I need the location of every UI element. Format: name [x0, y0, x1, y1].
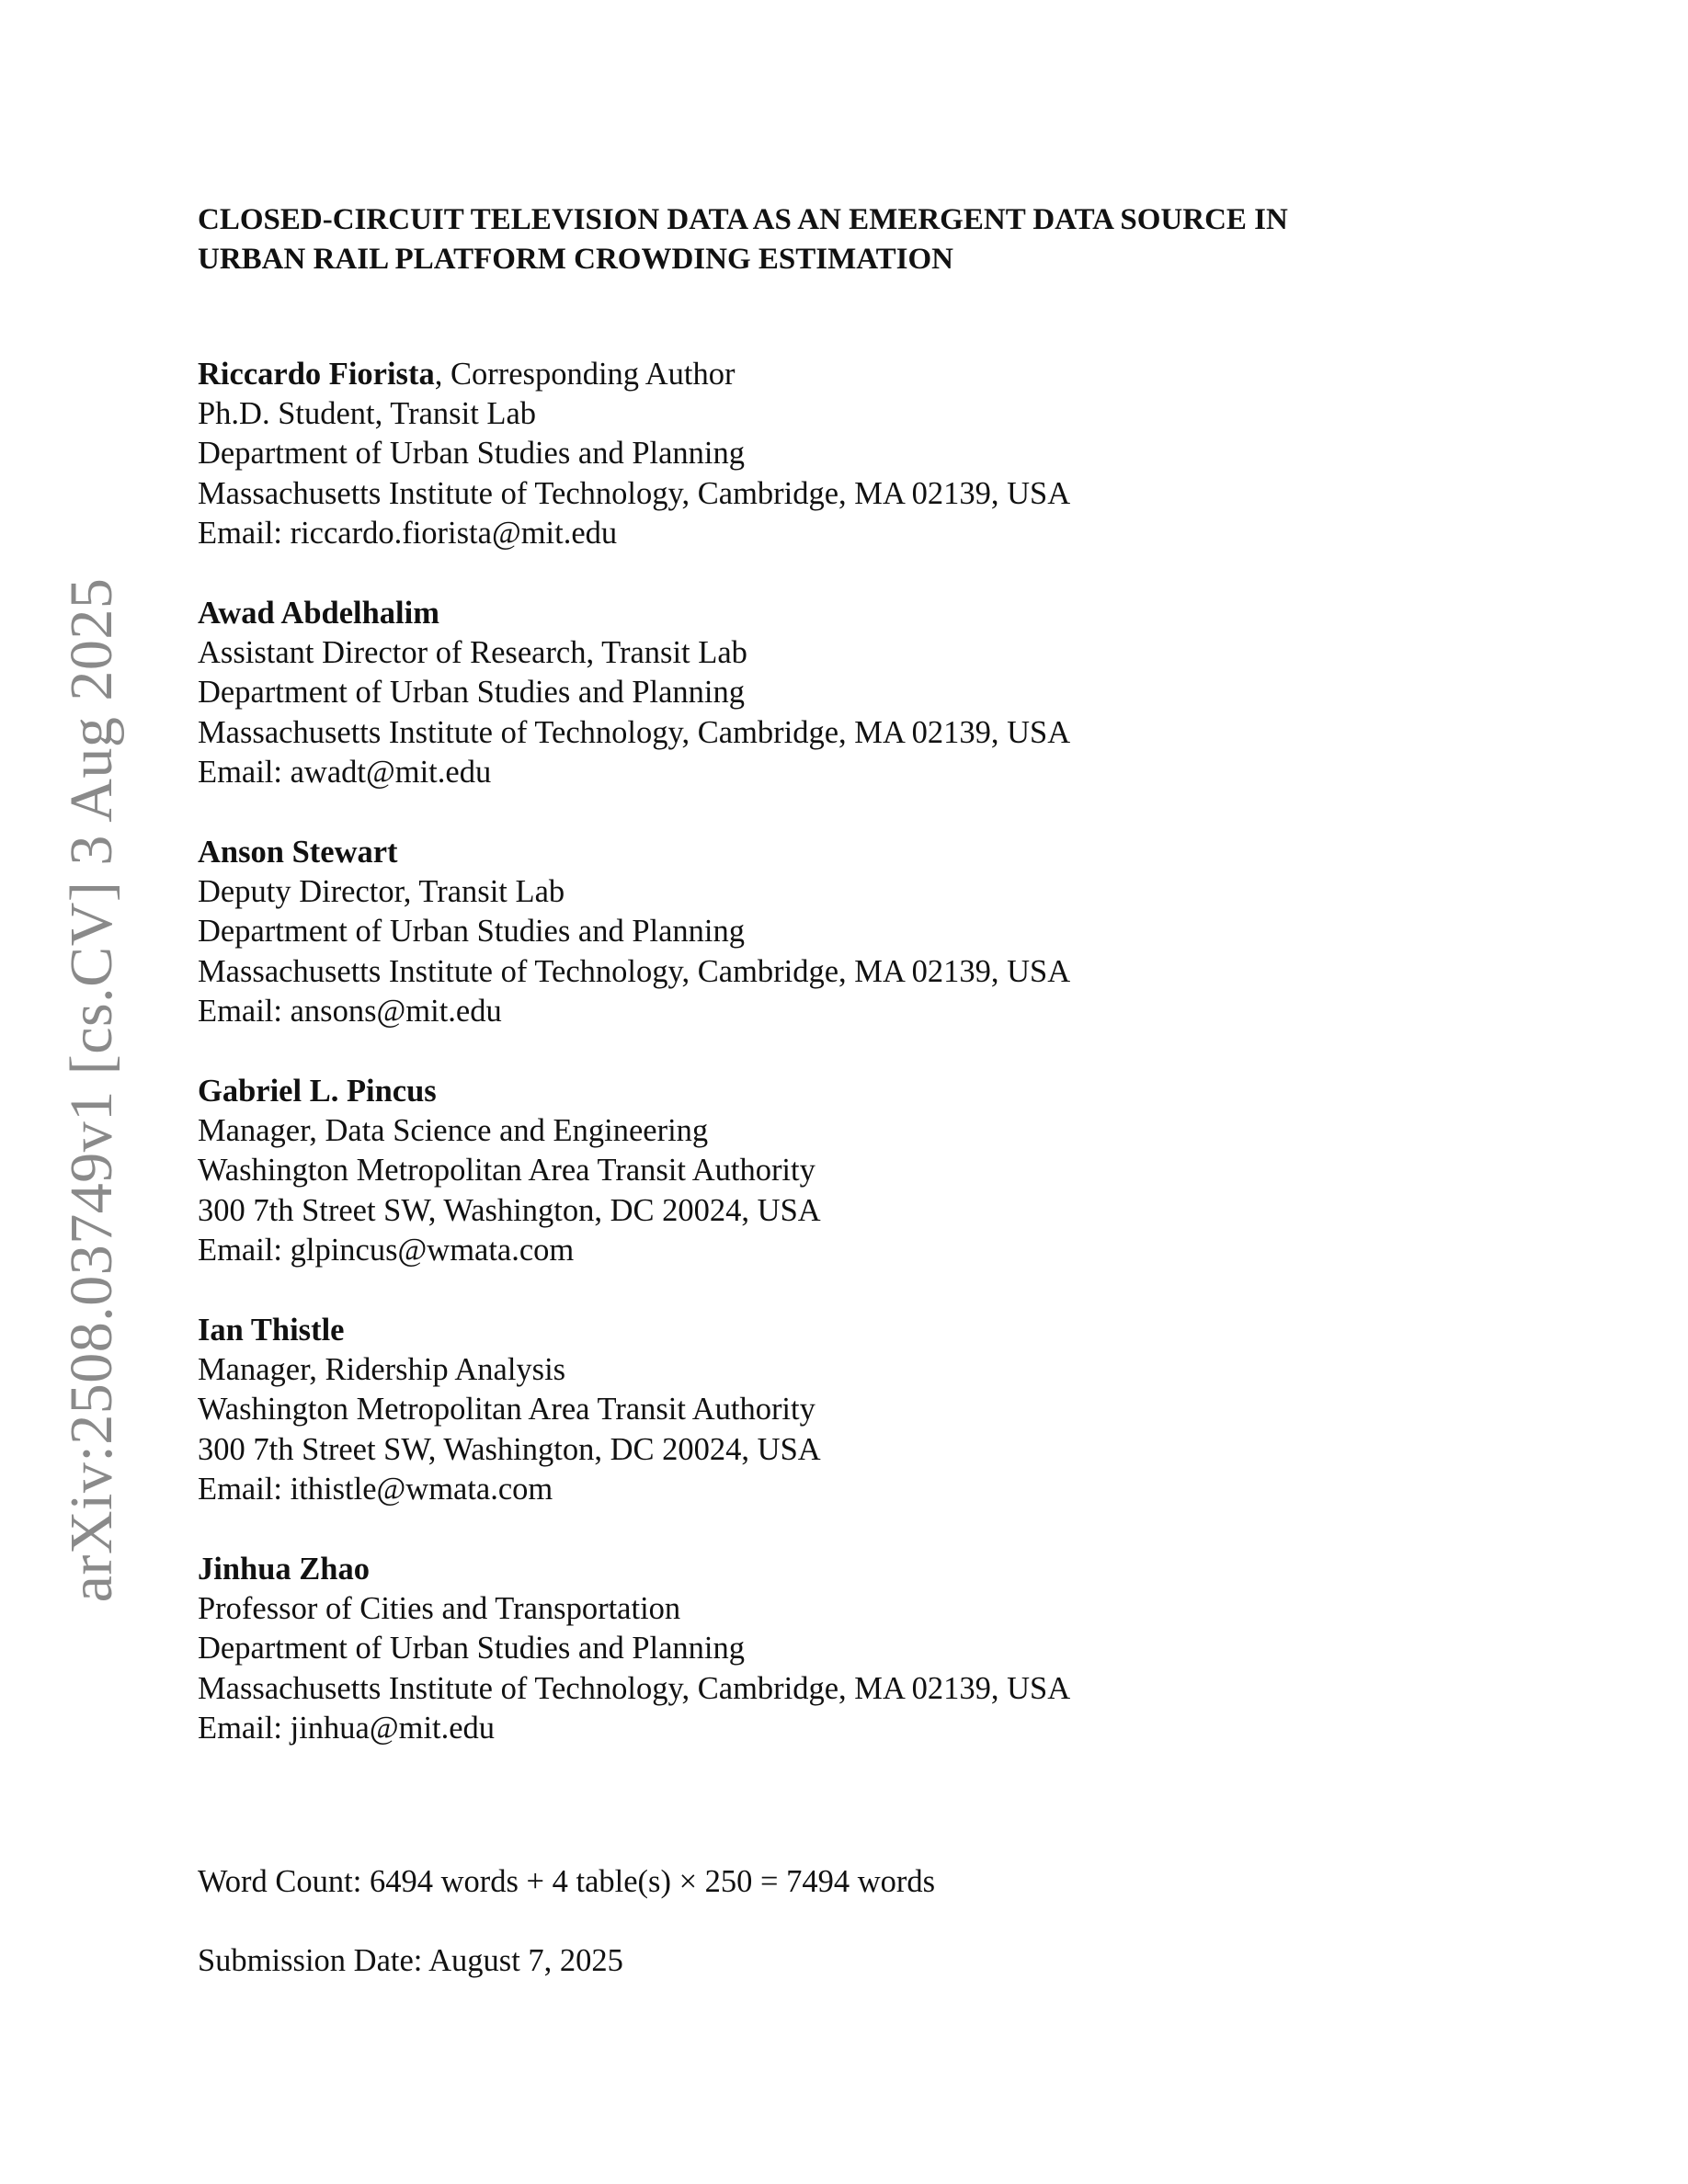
author-position: Professor of Cities and Transportation [198, 1591, 681, 1627]
paper-title-line-2: URBAN RAIL PLATFORM CROWDING ESTIMATION [198, 243, 954, 276]
author-affiliation: Massachusetts Institute of Technology, Cambridge, MA 02139, USA [198, 1670, 1071, 1706]
author-affiliation: Massachusetts Institute of Technology, Cambridge, MA 02139, USA [198, 475, 1071, 511]
author-address: 300 7th Street SW, Washington, DC 20024, USA [198, 1192, 821, 1228]
author-department: Department of Urban Studies and Planning [198, 914, 746, 950]
author-department: Department of Urban Studies and Planning [198, 675, 746, 711]
author-department: Department of Urban Studies and Planning [198, 1631, 746, 1666]
author-address: 300 7th Street SW, Washington, DC 20024, USA [198, 1431, 821, 1467]
word-count: Word Count: 6494 words + 4 table(s) × 250 = 7494 words [198, 1864, 936, 1899]
author-position: Ph.D. Student, Transit Lab [198, 396, 537, 432]
author-department: Department of Urban Studies and Planning [198, 436, 746, 472]
author-name: Riccardo Fiorista [198, 357, 435, 392]
author-name: Anson Stewart [198, 835, 398, 870]
author-email: Email: glpincus@wmata.com [198, 1232, 575, 1268]
author-block-pincus [198, 1072, 1503, 1270]
paper-title-line-1: CLOSED-CIRCUIT TELEVISION DATA AS AN EMERGENT DATA SOURCE IN [198, 203, 1288, 236]
author-heading [198, 355, 1503, 394]
author-position: Deputy Director, Transit Lab [198, 874, 565, 910]
author-position: Assistant Director of Research, Transit Lab [198, 635, 747, 671]
author-email: Email: jinhua@mit.edu [198, 1710, 496, 1746]
author-name: Awad Abdelhalim [198, 596, 439, 631]
author-email: Email: ithistle@wmata.com [198, 1471, 553, 1507]
author-email: Email: riccardo.fiorista@mit.edu [198, 515, 618, 551]
author-name: Jinhua Zhao [198, 1552, 370, 1587]
author-organization: Washington Metropolitan Area Transit Authority [198, 1392, 815, 1428]
author-email: Email: awadt@mit.edu [198, 754, 492, 790]
author-affiliation: Massachusetts Institute of Technology, Cambridge, MA 02139, USA [198, 953, 1071, 989]
author-email: Email: ansons@mit.edu [198, 993, 502, 1029]
author-organization: Washington Metropolitan Area Transit Authority [198, 1153, 815, 1189]
author-role-note: , Corresponding Author [434, 357, 736, 392]
author-position: Manager, Data Science and Engineering [198, 1113, 709, 1149]
author-affiliation: Massachusetts Institute of Technology, Cambridge, MA 02139, USA [198, 714, 1071, 750]
paper-title [198, 200, 1503, 279]
author-name: Gabriel L. Pincus [198, 1074, 437, 1109]
author-block-stewart [198, 833, 1503, 1031]
submission-date: Submission Date: August 7, 2025 [198, 1943, 623, 1978]
author-block-thistle [198, 1311, 1503, 1509]
author-position: Manager, Ridership Analysis [198, 1352, 566, 1388]
author-block-abdelhalim [198, 594, 1503, 792]
author-name: Ian Thistle [198, 1313, 345, 1348]
arxiv-identifier-stamp: arXiv:2508.03749v1 [cs.CV] 3 Aug 2025 [58, 577, 125, 1603]
author-block-fiorista [198, 355, 1503, 553]
author-block-zhao [198, 1550, 1503, 1748]
author-list [198, 355, 1503, 1789]
